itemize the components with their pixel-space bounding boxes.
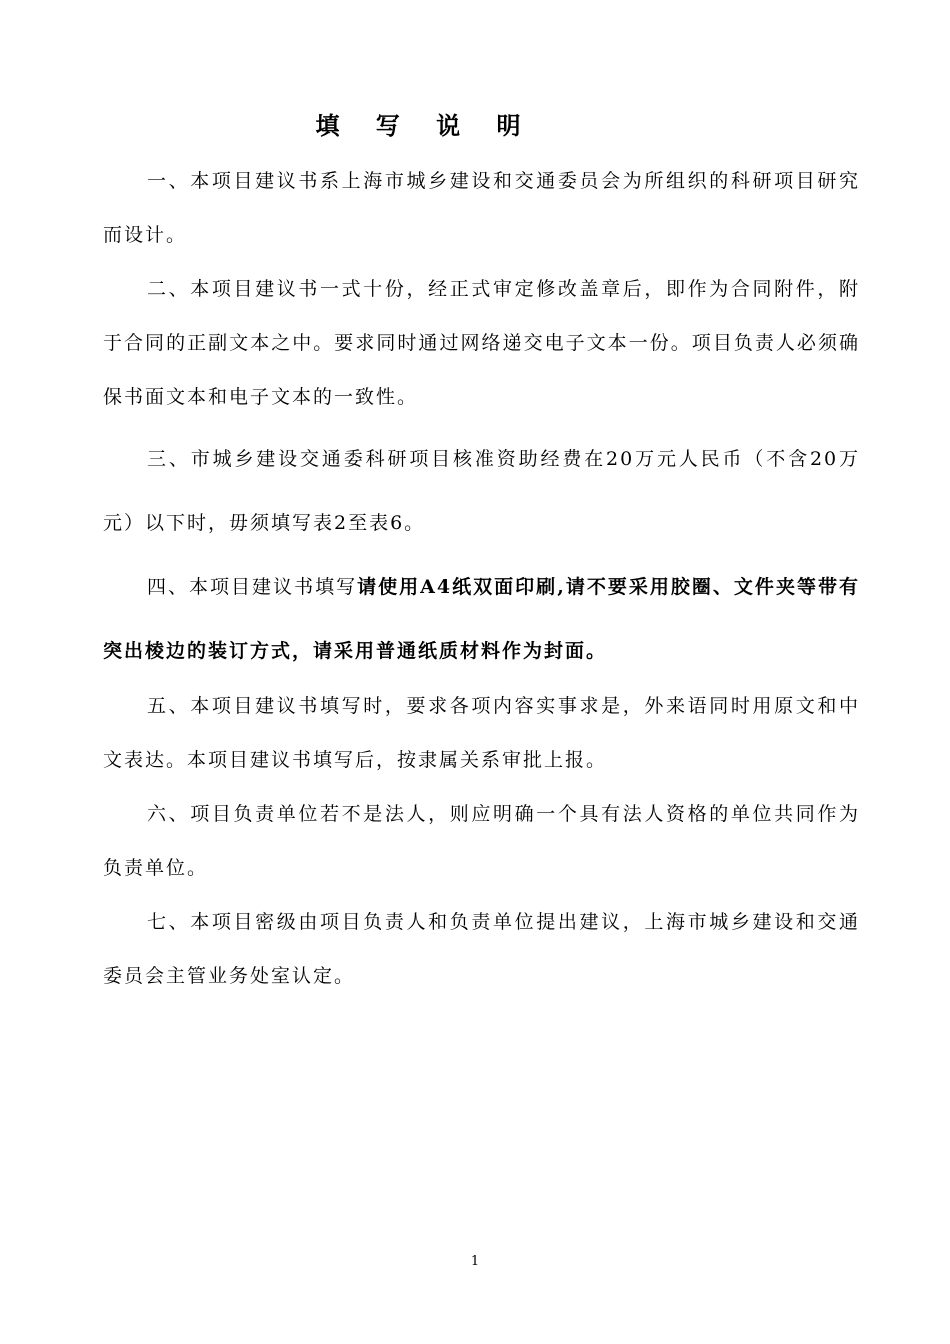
paragraph-4-prefix: 四、本项目建议书填写 — [147, 576, 358, 598]
paragraph-1: 一、本项目建议书系上海市城乡建设和交通委员会为所组织的科研项目研究而设计。 — [103, 170, 860, 246]
paragraph-3: 三、市城乡建设交通委科研项目核准资助经费在20万元人民币（不含20万元）以下时，毋须填写表2至表6。 — [103, 448, 860, 534]
page-number: 1 — [470, 1254, 480, 1269]
paragraph-5: 五、本项目建议书填写时，要求各项内容实事求是，外来语同时用原文和中文表达。本项目建议书填写后，按隶属关系审批上报。 — [103, 695, 860, 771]
paragraph-7: 七、本项目密级由项目负责人和负责单位提出建议，上海市城乡建设和交通委员会主管业务处室认定。 — [103, 911, 860, 987]
paragraph-4 — [103, 555, 860, 683]
paragraph-4-bold-notice: 请使用A4纸双面印刷,请不要采用胶圈、文件夹等带有突出棱边的装订方式，请采用普通纸质材料作为封面。 — [103, 576, 860, 662]
paragraph-6: 六、项目负责单位若不是法人，则应明确一个具有法人资格的单位共同作为负责单位。 — [103, 803, 860, 879]
paragraph-2: 二、本项目建议书一式十份，经正式审定修改盖章后，即作为合同附件，附于合同的正副文本之中。要求同时通过网络递交电子文本一份。项目负责人必须确保书面文本和电子文本的一致性。 — [103, 278, 860, 408]
page-title: 填 写 说 明 — [315, 111, 535, 140]
